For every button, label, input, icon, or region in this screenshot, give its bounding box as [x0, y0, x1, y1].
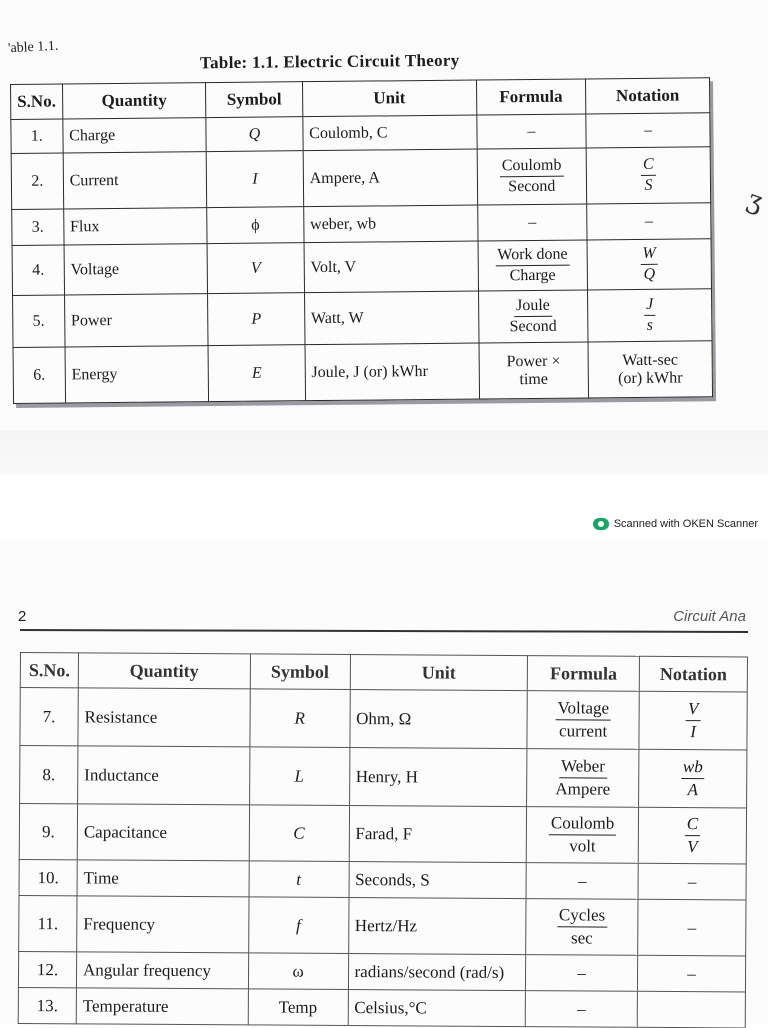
- fraction-denominator: Second: [509, 317, 557, 336]
- header-rule: [20, 629, 748, 632]
- fraction-denominator: sec: [570, 928, 593, 948]
- table-row: [18, 951, 745, 991]
- fraction-denominator: current: [559, 721, 608, 741]
- fraction-numerator: W: [640, 244, 658, 265]
- cell-quantity: Power: [64, 294, 208, 347]
- cell-unit: Watt, W: [304, 291, 478, 345]
- cell-unit: Coulomb, C: [303, 115, 477, 151]
- cell-formula: [526, 807, 638, 864]
- fraction-numerator: wb: [681, 757, 705, 779]
- cell-formula: [526, 899, 638, 956]
- circuit-theory-table-1: [10, 77, 713, 404]
- cell-quantity: Current: [63, 152, 207, 209]
- fraction-numerator: C: [641, 155, 656, 176]
- header-formula: Formula: [527, 656, 639, 692]
- header-symbol: Symbol: [250, 654, 350, 690]
- cell-unit: Ampere, A: [303, 149, 477, 207]
- oken-scanner-icon: [593, 518, 609, 530]
- table-row: [19, 895, 746, 955]
- cell-formula: [527, 691, 639, 750]
- cell-unit: Joule, J (or) kWhr: [305, 343, 479, 401]
- table-stub-label: 'able 1.1.: [7, 38, 59, 57]
- cell-quantity: Charge: [63, 118, 207, 153]
- cell-notation: [639, 691, 747, 750]
- notation-fraction: [640, 244, 658, 284]
- fraction-numerator: Cycles: [557, 906, 607, 928]
- scanner-watermark: [593, 518, 758, 530]
- cell-sno: 4.: [12, 245, 64, 295]
- page-edge-shadow: [0, 430, 768, 475]
- cell-notation: –: [586, 113, 710, 148]
- cell-sno: 10.: [19, 859, 77, 895]
- cell-formula: [527, 749, 639, 808]
- table-row: [19, 859, 746, 899]
- cell-notation: [586, 147, 711, 204]
- cell-notation: [639, 749, 747, 808]
- fraction-numerator: Weber: [559, 757, 607, 779]
- header-unit: Unit: [302, 80, 476, 117]
- cell-sno: 6.: [13, 347, 65, 403]
- table-row: [13, 289, 712, 348]
- cell-quantity: Inductance: [78, 746, 250, 805]
- bottom-page: [0, 540, 768, 1024]
- table-row: [11, 147, 711, 210]
- circuit-theory-table-2: [18, 652, 748, 1028]
- cell-unit: weber, wb: [303, 205, 477, 243]
- table-row: [18, 987, 745, 1027]
- cell-unit: Ohm, Ω: [349, 690, 527, 749]
- notation-line: Watt-sec: [622, 351, 679, 369]
- running-head: Circuit Ana: [673, 608, 746, 625]
- cell-formula: [478, 240, 588, 291]
- notation-fraction: [685, 815, 701, 857]
- header-sno: S.No.: [11, 84, 63, 119]
- fraction-denominator: Charge: [509, 266, 556, 285]
- header-sno: S.No.: [20, 653, 78, 688]
- table-row: [20, 746, 747, 808]
- cell-formula: –: [525, 991, 637, 1028]
- cell-unit: Farad, F: [349, 806, 527, 863]
- notation-fraction: [641, 155, 656, 195]
- cell-symbol: C: [249, 805, 349, 862]
- cell-symbol: V: [207, 243, 304, 294]
- cell-notation: –: [638, 863, 746, 900]
- cell-unit: radians/second (rad/s): [348, 954, 526, 991]
- formula-fraction: [557, 906, 608, 948]
- cell-quantity: Capacitance: [77, 804, 249, 861]
- header-symbol: Symbol: [206, 82, 303, 118]
- cell-quantity: Temperature: [76, 988, 248, 1025]
- formula-fraction: [553, 757, 612, 799]
- cell-quantity: Flux: [63, 208, 207, 245]
- fraction-numerator: Voltage: [555, 699, 611, 721]
- fraction-numerator: Coulomb: [500, 156, 564, 177]
- cell-quantity: Angular frequency: [76, 952, 248, 989]
- cell-symbol: Temp: [248, 989, 348, 1026]
- fraction-numerator: Joule: [514, 296, 552, 317]
- cell-symbol: I: [207, 151, 304, 208]
- cell-unit: Seconds, S: [349, 862, 527, 899]
- formula-fraction: [555, 699, 611, 741]
- cell-symbol: ω: [248, 953, 348, 990]
- notation-line: (or) kWhr: [618, 369, 683, 387]
- cell-quantity: Energy: [65, 346, 209, 403]
- cell-symbol: E: [208, 345, 305, 402]
- page-number: 2: [18, 608, 27, 625]
- formula-fraction: [500, 156, 564, 196]
- cell-sno: 12.: [18, 951, 76, 987]
- fraction-numerator: V: [686, 700, 701, 722]
- table-row: [20, 688, 747, 750]
- formula-fraction: [549, 814, 617, 857]
- table-row: [19, 804, 746, 864]
- table-row: [13, 341, 713, 404]
- cell-symbol: R: [250, 689, 350, 748]
- fraction-denominator: I: [690, 722, 696, 742]
- cell-sno: 11.: [19, 895, 77, 951]
- cell-formula: –: [526, 863, 638, 900]
- cell-symbol: Q: [206, 117, 303, 152]
- cell-notation: [588, 341, 713, 398]
- formula-line: Power ×: [506, 352, 561, 370]
- header-quantity: Quantity: [78, 653, 250, 689]
- cell-sno: 13.: [18, 987, 76, 1023]
- cell-sno: 9.: [19, 804, 77, 860]
- cell-symbol: L: [249, 747, 349, 806]
- fraction-denominator: Ampere: [555, 779, 611, 799]
- cell-sno: 8.: [20, 746, 78, 804]
- cell-symbol: f: [248, 897, 348, 954]
- cell-quantity: Time: [77, 860, 249, 897]
- cell-formula: –: [477, 204, 587, 241]
- cell-notation: –: [638, 899, 746, 956]
- notation-fraction: [644, 295, 655, 335]
- fraction-denominator: V: [687, 837, 698, 857]
- cell-sno: 3.: [12, 209, 64, 245]
- fraction-denominator: Q: [643, 265, 656, 283]
- cell-notation: –: [587, 203, 711, 240]
- fraction-denominator: A: [687, 780, 698, 800]
- cell-formula: –: [526, 955, 638, 992]
- fraction-denominator: s: [646, 316, 654, 334]
- cell-sno: 2.: [11, 153, 63, 209]
- table-row: [12, 239, 711, 296]
- cell-notation: [587, 289, 712, 342]
- cell-formula: [478, 290, 588, 343]
- header-notation: Notation: [585, 78, 709, 114]
- scanner-text: Scanned with OKEN Scanner: [613, 518, 758, 530]
- top-page: [0, 0, 768, 430]
- fraction-numerator: Coulomb: [549, 814, 616, 836]
- cell-formula: [479, 342, 589, 399]
- cell-quantity: Frequency: [77, 896, 249, 953]
- cell-unit: Volt, V: [304, 241, 478, 293]
- cell-unit: Henry, H: [349, 748, 527, 807]
- cell-symbol: P: [208, 293, 305, 346]
- cell-unit: Celsius,°C: [348, 990, 526, 1027]
- cell-formula: –: [476, 114, 586, 149]
- formula-line: time: [519, 370, 548, 388]
- notation-fraction: [681, 757, 705, 799]
- fraction-denominator: Second: [508, 177, 556, 196]
- formula-fraction: [507, 296, 558, 336]
- fraction-numerator: J: [644, 295, 655, 315]
- cell-symbol: t: [249, 861, 349, 898]
- cell-symbol: ϕ: [207, 207, 304, 244]
- header-notation: Notation: [639, 656, 747, 692]
- cell-quantity: Resistance: [78, 688, 250, 747]
- formula-fraction: [495, 245, 570, 285]
- handwritten-margin-mark: ʒ: [743, 184, 768, 218]
- cell-notation: [637, 991, 745, 1028]
- cell-unit: Hertz/Hz: [348, 898, 526, 955]
- fraction-numerator: C: [685, 815, 700, 837]
- notation-fraction: [686, 700, 701, 742]
- fraction-denominator: S: [644, 176, 653, 194]
- fraction-numerator: Work done: [495, 245, 569, 266]
- header-quantity: Quantity: [62, 83, 206, 119]
- header-unit: Unit: [350, 655, 528, 691]
- table-header-row: [20, 653, 747, 692]
- table-title: Table: 1.1. Electric Circuit Theory: [199, 50, 460, 73]
- cell-sno: 5.: [13, 295, 65, 347]
- cell-formula: [477, 148, 587, 205]
- fraction-denominator: volt: [569, 836, 596, 856]
- cell-sno: 7.: [20, 688, 78, 746]
- cell-notation: [638, 807, 746, 864]
- cell-notation: –: [638, 955, 746, 992]
- cell-quantity: Voltage: [64, 244, 208, 295]
- cell-notation: [587, 239, 712, 290]
- header-formula: Formula: [476, 79, 586, 115]
- cell-sno: 1.: [11, 119, 63, 153]
